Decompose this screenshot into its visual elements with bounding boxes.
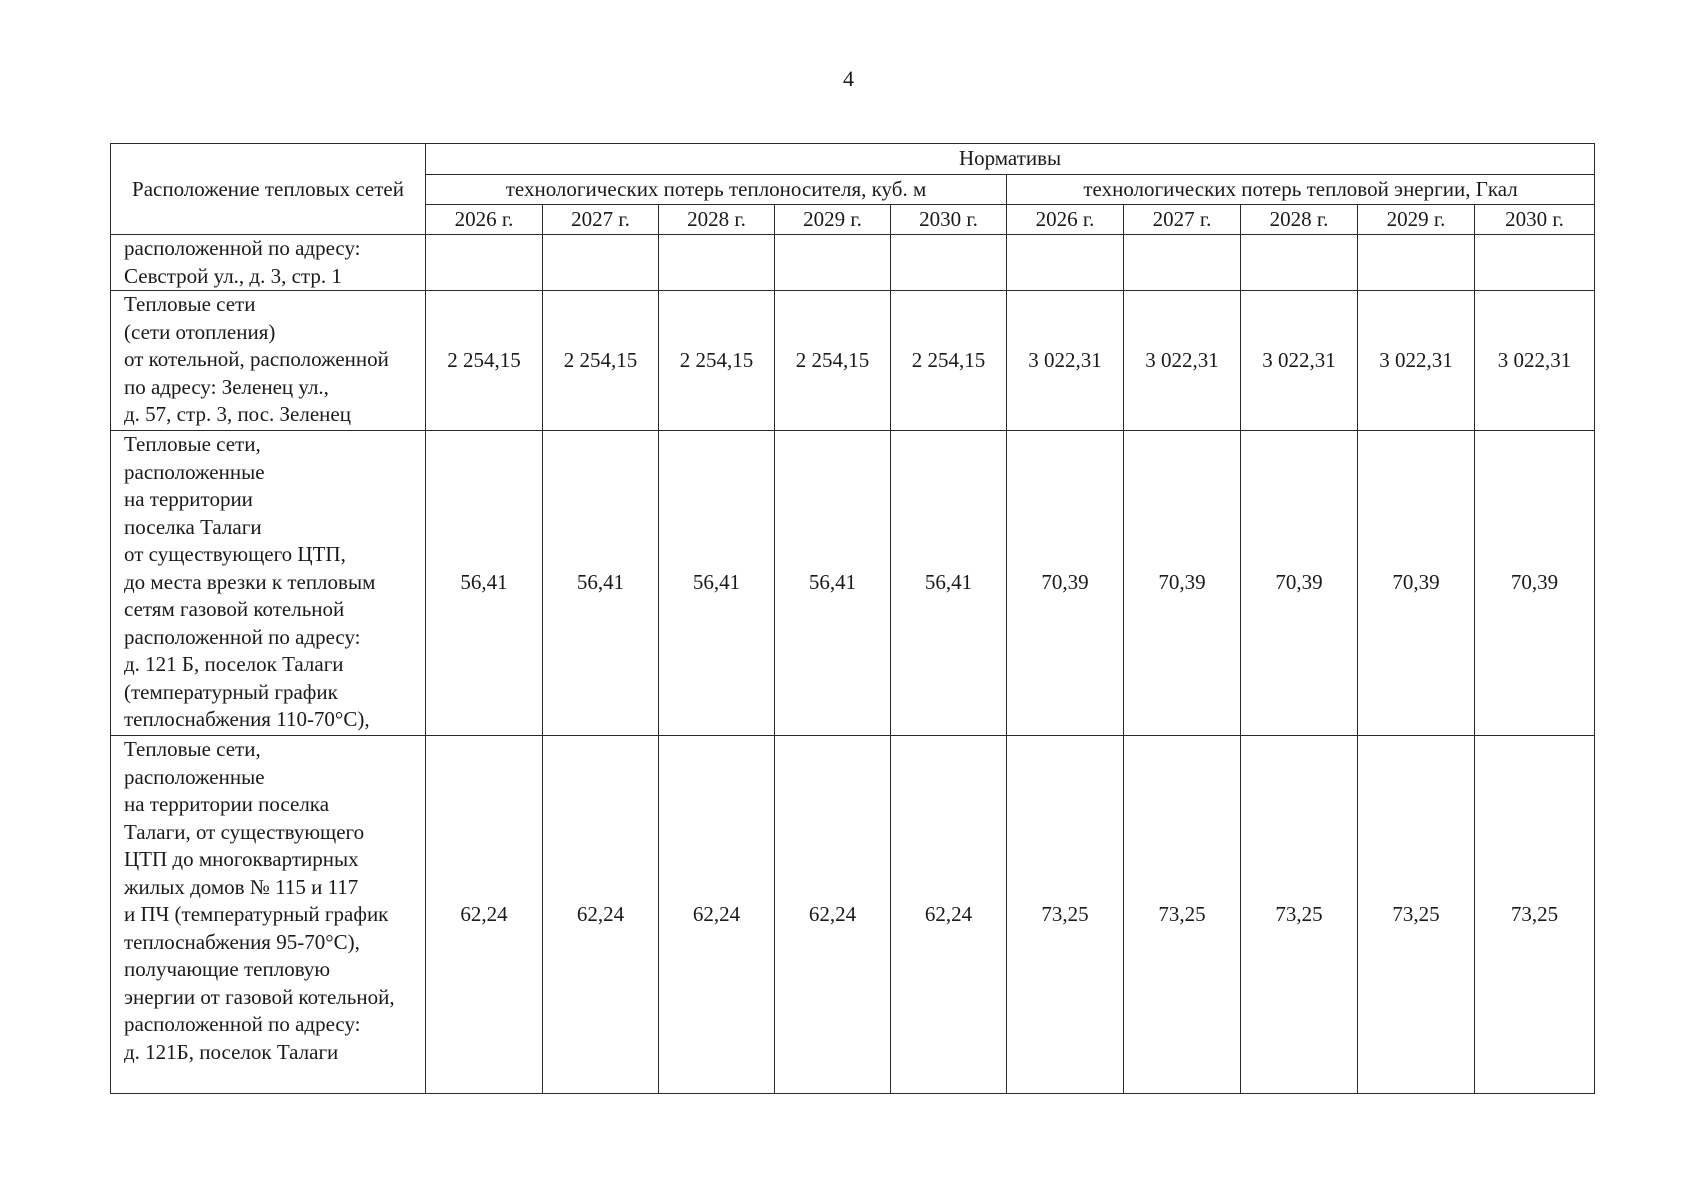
heat-value-2029: 3 022,31 (1358, 291, 1475, 431)
location-cell: Тепловые сети, расположенные на территории поселка Талаги, от существующего ЦТП до многоквартирных жилых домов № 115 и 117 и ПЧ (температурный график теплоснабжения 95-70°С), получающие тепловую энергии от газовой котельной, расположенной по адресу: д. 121Б, поселок Талаги (111, 736, 426, 1094)
coolant-value-2027: 2 254,15 (543, 291, 659, 431)
coolant-value-2026 (426, 235, 543, 291)
coolant-value-2030: 2 254,15 (891, 291, 1007, 431)
coolant-value-2029: 62,24 (775, 736, 891, 1094)
heat-loss-norms-table (110, 143, 1595, 1094)
table-row (111, 431, 1595, 736)
coolant-value-2026: 62,24 (426, 736, 543, 1094)
heat-value-2026: 70,39 (1007, 431, 1124, 736)
table-body (111, 235, 1595, 1094)
header-year-coolant-2026: 2026 г. (426, 205, 543, 235)
heat-value-2030 (1475, 235, 1595, 291)
coolant-value-2027 (543, 235, 659, 291)
header-year-coolant-2027: 2027 г. (543, 205, 659, 235)
header-year-coolant-2029: 2029 г. (775, 205, 891, 235)
coolant-value-2029: 56,41 (775, 431, 891, 736)
heat-value-2027: 3 022,31 (1124, 291, 1241, 431)
coolant-value-2030: 62,24 (891, 736, 1007, 1094)
heat-value-2026: 3 022,31 (1007, 291, 1124, 431)
header-year-heat-2027: 2027 г. (1124, 205, 1241, 235)
table-row (111, 736, 1595, 1094)
heat-value-2030: 3 022,31 (1475, 291, 1595, 431)
heat-value-2027: 70,39 (1124, 431, 1241, 736)
header-year-coolant-2030: 2030 г. (891, 205, 1007, 235)
heat-value-2028: 3 022,31 (1241, 291, 1358, 431)
coolant-value-2029: 2 254,15 (775, 291, 891, 431)
location-cell: Тепловые сети (сети отопления) от котельной, расположенной по адресу: Зеленец ул., д. 57, стр. 3, пос. Зеленец (111, 291, 426, 431)
location-cell: Тепловые сети, расположенные на территории поселка Талаги от существующего ЦТП, до места врезки к тепловым сетям газовой котельной расположенной по адресу: д. 121 Б, поселок Талаги (температурный график теплоснабжения 110-70°С), (111, 431, 426, 736)
heat-value-2030: 70,39 (1475, 431, 1595, 736)
heat-value-2027: 73,25 (1124, 736, 1241, 1094)
heat-value-2028 (1241, 235, 1358, 291)
coolant-value-2029 (775, 235, 891, 291)
coolant-value-2027: 62,24 (543, 736, 659, 1094)
page-number: 4 (843, 66, 854, 91)
header-year-heat-2028: 2028 г. (1241, 205, 1358, 235)
heat-value-2028: 73,25 (1241, 736, 1358, 1094)
heat-value-2028: 70,39 (1241, 431, 1358, 736)
heat-value-2029 (1358, 235, 1475, 291)
heat-value-2030: 73,25 (1475, 736, 1595, 1094)
header-norms: Нормативы (426, 144, 1595, 175)
heat-value-2029: 73,25 (1358, 736, 1475, 1094)
coolant-value-2028: 56,41 (659, 431, 775, 736)
coolant-value-2030: 56,41 (891, 431, 1007, 736)
header-location: Расположение тепловых сетей (111, 144, 426, 235)
table-header (111, 144, 1595, 235)
heat-value-2027 (1124, 235, 1241, 291)
header-coolant-losses: технологических потерь теплоносителя, куб. м (426, 175, 1007, 205)
table-row (111, 235, 1595, 291)
heat-value-2029: 70,39 (1358, 431, 1475, 736)
heat-value-2026 (1007, 235, 1124, 291)
header-year-heat-2029: 2029 г. (1358, 205, 1475, 235)
header-year-heat-2026: 2026 г. (1007, 205, 1124, 235)
header-year-heat-2030: 2030 г. (1475, 205, 1595, 235)
coolant-value-2027: 56,41 (543, 431, 659, 736)
coolant-value-2028: 62,24 (659, 736, 775, 1094)
heat-value-2026: 73,25 (1007, 736, 1124, 1094)
coolant-value-2030 (891, 235, 1007, 291)
coolant-value-2028 (659, 235, 775, 291)
coolant-value-2026: 56,41 (426, 431, 543, 736)
location-cell: расположенной по адресу: Севстрой ул., д. 3, стр. 1 (111, 235, 426, 291)
coolant-value-2028: 2 254,15 (659, 291, 775, 431)
coolant-value-2026: 2 254,15 (426, 291, 543, 431)
header-heat-losses: технологических потерь тепловой энергии, Гкал (1007, 175, 1595, 205)
table-row (111, 291, 1595, 431)
header-year-coolant-2028: 2028 г. (659, 205, 775, 235)
